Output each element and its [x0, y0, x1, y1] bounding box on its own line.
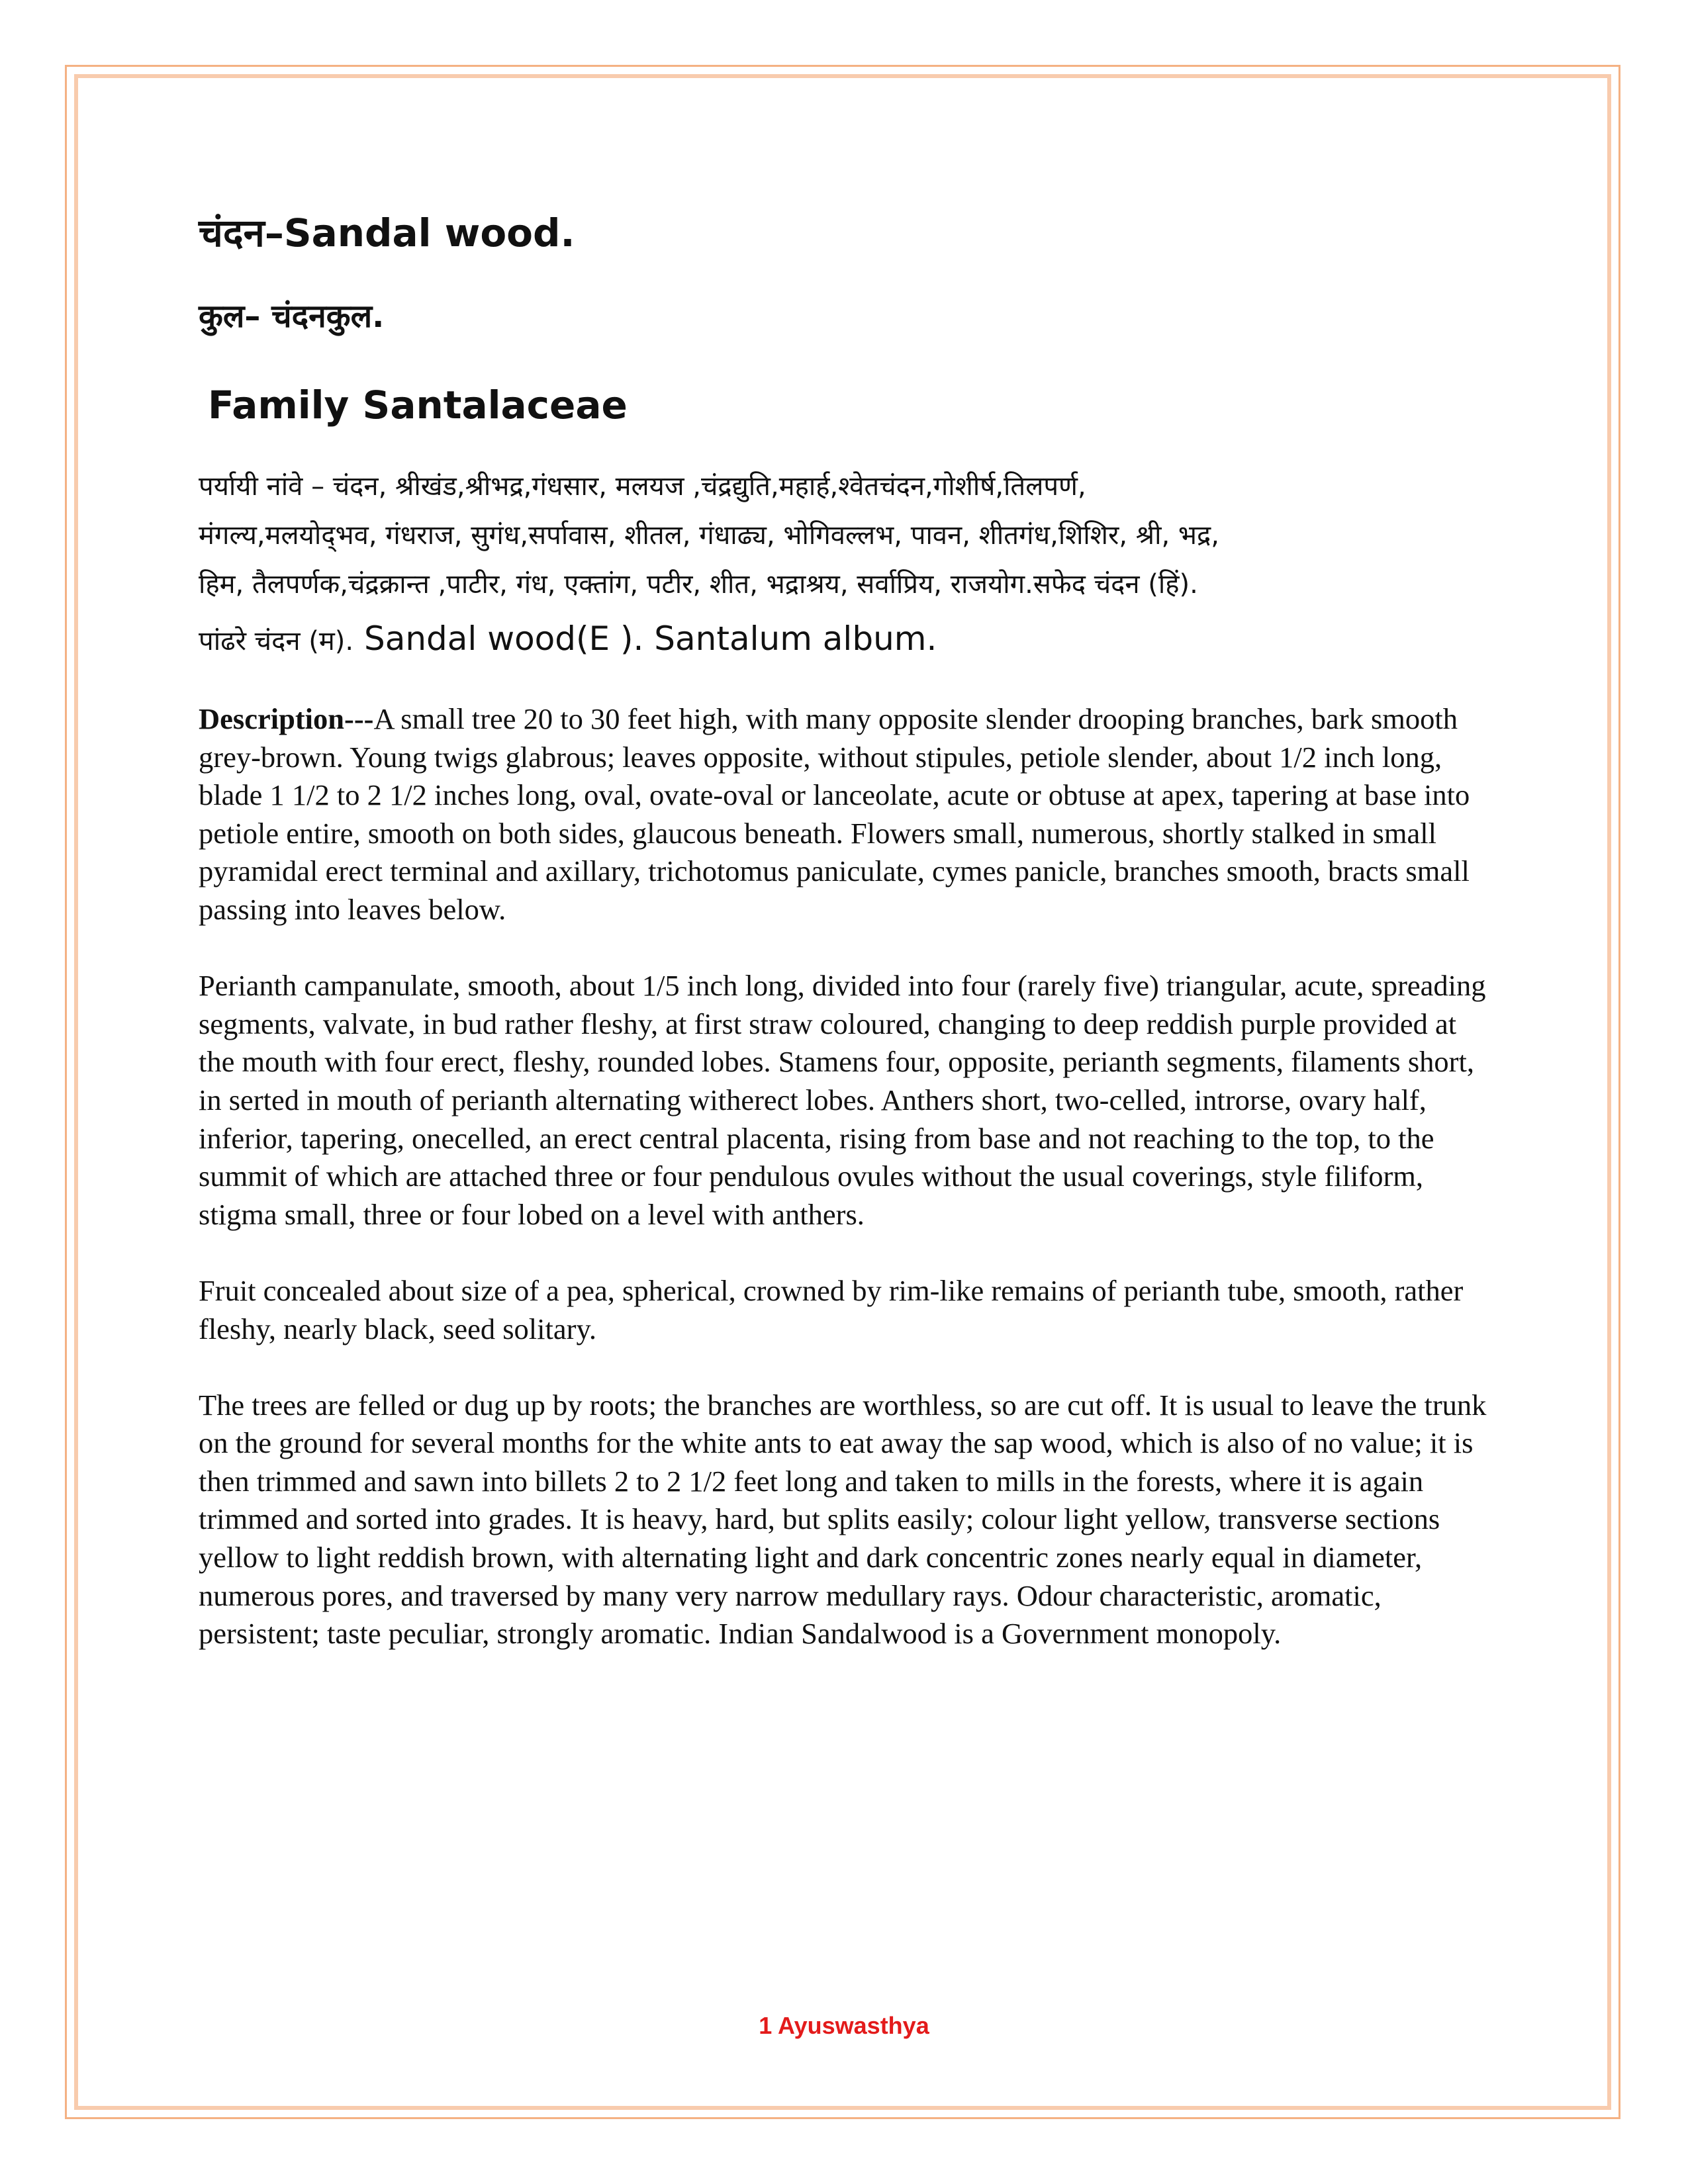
synonyms-line-4	[199, 614, 1496, 666]
fruit-paragraph: Fruit concealed about size of a pea, spherical, crowned by rim-like remains of perianth tube, smooth, rather fleshy, nearly black, seed solitary.	[199, 1273, 1464, 1345]
synonyms-line-2: मंगल्य,मलयोद्‌भव, गंधराज, सुगंध,सर्पावास, शीतल, गंधाढ्य, भोगिवल्लभ, पावन, शीतगंध,शिशिर, श्री, भद्र,	[199, 520, 1219, 551]
english-botanical-name: Sandal wood(E ). Santalum album.	[353, 619, 937, 658]
kul-heading: कुल– चंदनकुल.	[199, 298, 385, 335]
page-footer: 1 Ayuswasthya	[759, 2012, 929, 2039]
marathi-name: पांढरे चंदन (म).	[199, 626, 354, 657]
description-text: A small tree 20 to 30 feet high, with many opposite slender drooping branches, bark smooth grey-brown. Young twigs glabrous; leaves opposite, without stipules, petiole slender, about 1/2 inch long, blade 1 1/2 to 2 1/2 inches long, oval, ovate-oval or lanceolate, acute or obtuse at apex, tapering at base into petiole entire, smooth on both sides, glaucous beneath. Flowers small, numerous, shortly stalked in small pyramidal erect terminal and axillary, trichotomus paniculate, cymes panicle, branches smooth, bracts small passing into leaves below.	[199, 702, 1470, 926]
description-body	[199, 700, 1496, 1653]
document-title: चंदन–Sandal wood.	[199, 210, 575, 255]
document-content	[199, 199, 1496, 1653]
synonyms-block	[199, 462, 1496, 666]
synonyms-line-3: हिम, तैलपर्णक,चंद्रक्रान्त ,पाटीर, गंध, एक्‍तांग, पटीर, शीत, भद्राश्रय, सर्वाप्रिय, राजयोग.सफेद चंदन (हिं).	[199, 569, 1198, 600]
harvest-paragraph: The trees are felled or dug up by roots; the branches are worthless, so are cut off. It is usual to leave the trunk on the ground for several months for the white ants to eat away the sap wood, which is also of no value; it is then trimmed and sawn into billets 2 to 2 1/2 feet long and taken to mills in the forests, where it is again trimmed and sorted into grades. It is heavy, hard, but splits easily; colour light yellow, transverse sections yellow to light reddish brown, with alternating light and dark concentric zones nearly equal in diameter, numerous pores, and traversed by many very narrow medullary rays. Odour characteristic, aromatic, persistent; taste peculiar, strongly aromatic. Indian Sandalwood is a Government monopoly.	[199, 1388, 1487, 1651]
family-heading: Family Santalaceae	[208, 383, 628, 428]
synonyms-line-1: पर्यायी नांवे – चंदन, श्रीखंड,श्रीभद्र,गंधसार, मलयज ,चंद्रद्युति,महार्ह,श्वेतचंदन,गोशीर्ष,तिलपर्ण,	[199, 471, 1086, 502]
description-label: Description---	[199, 702, 374, 735]
perianth-paragraph: Perianth campanulate, smooth, about 1/5 inch long, divided into four (rarely five) triangular, acute, spreading segments, valvate, in bud rather fleshy, at first straw coloured, changing to deep reddish purple provided at the mouth with four erect, fleshy, rounded lobes. Stamens four, opposite, perianth segments, filaments short, in serted in mouth of perianth alternating witherect lobes. Anthers short, two-celled, introrse, ovary half, inferior, tapering, onecelled, an erect central placenta, rising from base and not reaching to the top, to the summit of which are attached three or four pendulous ovules without the usual coverings, style filiform, stigma small, three or four lobed on a level with anthers.	[199, 969, 1486, 1231]
description-paragraph	[199, 700, 1496, 929]
